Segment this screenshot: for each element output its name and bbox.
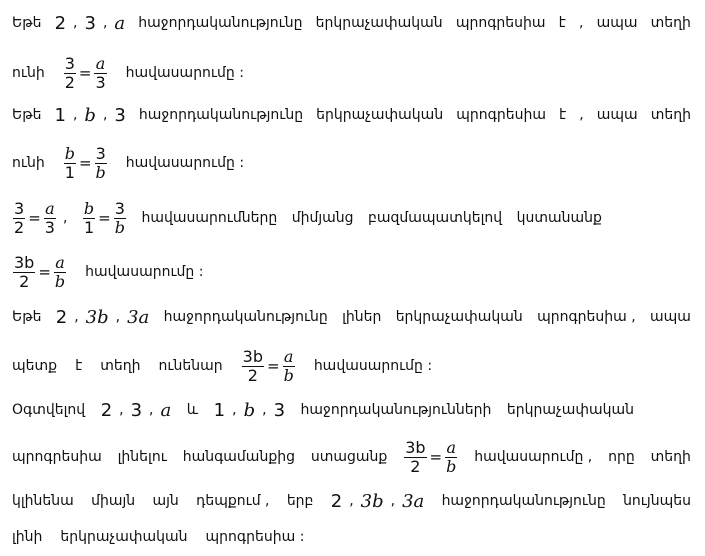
word-place: տեղի: [100, 358, 141, 374]
line-2: [12, 53, 691, 93]
word-equation: հավասարումը :: [125, 65, 244, 81]
word-is: է: [559, 107, 567, 123]
word-progression: պրոգրեսիա :: [205, 529, 305, 545]
line-5: [12, 197, 602, 239]
word-then: ապա: [650, 309, 691, 325]
line-10: [12, 435, 691, 479]
equation-3-over-2-eq-a-over-3: $\frac{3}{2}$ = $\frac{a}{3}$ ,: [14, 198, 68, 237]
word-being: լինելու: [117, 449, 167, 465]
word-equation: հավասարումը :: [125, 155, 245, 171]
word-would-have: ունենար: [158, 358, 223, 374]
word-equation: հավասարումը ,: [474, 449, 593, 465]
word-we-got: ստացանք: [310, 449, 388, 465]
sequence-2-3b-3a: 2 , 3b , 3a: [330, 490, 425, 512]
word-which: որը: [608, 449, 635, 465]
word-would-be: լիներ: [342, 309, 382, 325]
sequence-2-3b-3a: 2 , 3b , 3a: [55, 306, 150, 328]
word-only: միայն: [91, 493, 136, 509]
word-has: ունի: [12, 65, 45, 81]
equation-3b-over-2-eq-a-over-b: $\frac{3b}{2}$ = $\frac{a}{b}$: [405, 437, 457, 476]
word-then: ապա: [596, 15, 638, 31]
word-ete: Եթե: [12, 15, 42, 31]
sequence-2-3-a: 2 , 3 , a: [100, 399, 172, 421]
word-place: տեղի: [650, 15, 691, 31]
word-circumstance: հանգամանքից: [182, 449, 295, 465]
word-sequence: հաջորդականությունը: [138, 15, 303, 31]
line-9: [12, 392, 634, 428]
word-then: ապա: [596, 107, 638, 123]
word-multiplying: բազմապատկելով: [368, 210, 503, 226]
word-also: նույնպես: [623, 493, 691, 509]
word-ete: Եթե: [12, 107, 42, 123]
equation-3b-over-2-eq-a-over-b: $\frac{3b}{2}$ = $\frac{a}{b}$: [242, 346, 294, 385]
word-that: այն: [152, 493, 179, 509]
equation-b-over-1-eq-3-over-b: $\frac{b}{1}$ = $\frac{3}{b}$: [83, 198, 125, 237]
word-equation: հավասարումը :: [85, 264, 204, 280]
line-8: [12, 344, 691, 388]
word-will-have: կլինենա: [12, 493, 74, 509]
fraction-3-2: $\frac{3}{2}$: [64, 53, 75, 92]
word-geometric: երկրաչափական: [315, 15, 443, 31]
word-is: է: [75, 358, 83, 374]
word-geometric: երկրաչափական: [395, 309, 523, 325]
word-ete: Եթե: [12, 309, 42, 325]
sequence-1-b-3: 1 , b , 3: [213, 399, 286, 421]
line-11: [12, 483, 691, 519]
word-progression: պրոգրեսիա ,: [537, 309, 636, 325]
line-12: [12, 521, 691, 553]
word-geometric: երկրաչափական: [60, 529, 188, 545]
word-is: է: [558, 15, 566, 31]
word-we-get: կստանանք: [516, 210, 602, 226]
word-place: տեղի: [650, 449, 691, 465]
word-when: երբ: [286, 493, 314, 509]
comma: ,: [579, 15, 584, 31]
sequence-2-3-a: 2 , 3 , a: [54, 12, 126, 34]
fraction-a-3: $\frac{a}{3}$: [95, 53, 106, 92]
word-progression: պրոգրեսիա: [456, 107, 546, 123]
word-sequences: հաջորդականությունների: [300, 402, 492, 418]
word-progression: պրոգրեսիա: [12, 449, 102, 465]
word-place: տեղի: [650, 107, 691, 123]
word-geometric: երկրաչափական: [316, 107, 444, 123]
equation-3b-over-2-eq-a-over-b: $\frac{3b}{2}$ = $\frac{a}{b}$: [14, 252, 66, 291]
equation-3-over-2-eq-a-over-3: $\frac{3}{2}$ = $\frac{a}{3}$: [64, 53, 106, 92]
word-progression: պրոգրեսիա: [455, 15, 546, 31]
word-and: և: [186, 402, 199, 418]
line-7: [12, 299, 691, 335]
word-has: ունի: [12, 155, 45, 171]
comma: ,: [579, 107, 584, 123]
word-sequence: հաջորդականությունը: [441, 493, 606, 509]
word-using: Օգտվելով: [12, 402, 86, 418]
word-geometric: երկրաչափական: [506, 402, 634, 418]
word-case: դեպքում ,: [196, 493, 270, 509]
line-4: [12, 143, 691, 183]
word-sequence: հաջորդականությունը: [163, 309, 328, 325]
word-be: լինի: [12, 529, 43, 545]
word-each-other: միմյանց: [291, 210, 354, 226]
word-equations: հավասարումները: [141, 210, 278, 226]
sequence-1-b-3: 1 , b , 3: [54, 104, 126, 126]
line-3: [12, 97, 691, 133]
line-1: [12, 5, 691, 41]
word-must: պետք: [12, 358, 58, 374]
word-sequence: հաջորդականությունը: [138, 107, 304, 123]
word-equation: հավասարումը :: [313, 358, 433, 374]
line-6: [12, 251, 691, 293]
equation-b-over-1-eq-3-over-b: $\frac{b}{1}$ = $\frac{3}{b}$: [64, 143, 106, 182]
